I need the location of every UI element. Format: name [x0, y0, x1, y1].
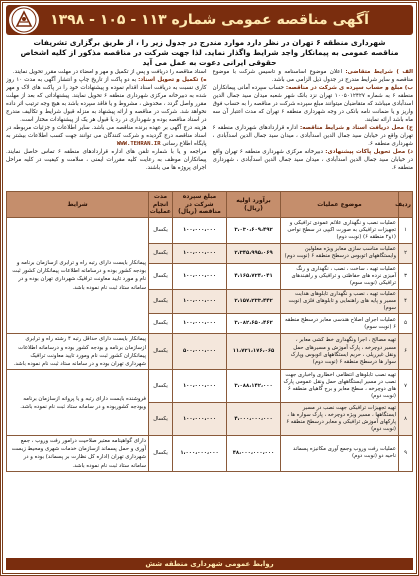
- row-duration: یکسال: [149, 334, 173, 370]
- row-index: ۷: [399, 370, 413, 403]
- section-text: اسناد مناقصه را دریافت و پس از تکمیل و مهر و امضاء در مهلت مقرر تحویل نمایند.: [12, 69, 207, 76]
- table-row: [7, 370, 413, 403]
- footer-text: روابط عمومی شهرداری منطقه شش: [145, 560, 274, 568]
- row-conditions: پیمانکار بایست دارای حداقل رتبه ۴ رشته راه و ترابری ازسازمان برنامه و بودجه کشور بوده و درسامانه اطلاعات پیمانکاران کشور ثبت نام ومورد تایید معاونت ترافیک شهرداری تهران بوده و در سامانه ستاد ثبت نام نموده باشد.: [7, 334, 149, 370]
- row-index: ۴: [399, 289, 413, 313]
- paragraph-deposit: [213, 85, 414, 125]
- table-row: [7, 334, 413, 370]
- notice-title: آگهی مناقصه عمومی شماره ۱۱۳ - ۱۰۵ - ۱۳۹۸: [50, 12, 369, 28]
- row-budget: ۴،۱۶۵،۷۲۴،۰۴۱: [227, 263, 281, 289]
- section-heading: الف ) شرایط متقاضی:: [345, 69, 413, 76]
- row-index: ۸: [399, 403, 413, 436]
- row-budget: ۴،۰۰۰،۰۰۰،۰۰۰: [227, 403, 281, 436]
- header-description: موضوع عملیات: [281, 192, 399, 218]
- row-description: عملیات مناسب سازی معابر ویژه معلولین وایستگاههای اتوبوس درسطح منطقه ۶ (نوبت دوم): [281, 243, 399, 263]
- left-column: [6, 69, 207, 189]
- header-deposit: مبلغ سپرده شرکت در مناقصه (ریال): [173, 192, 227, 218]
- paragraph-delivery: [213, 149, 414, 173]
- row-conditions: دارای گواهینامه معتبر صلاحیت درامور رفت وروب ، جمع آوری و حمل پسماند ازسازمان خدمات شهری ومحیط زیست شهرداری تهران (اداره کل نظارت بر پسماند) بوده و در سامانه ستاد ثبت نام نموده باشد.: [7, 436, 149, 471]
- website-link[interactable]: WWW.TEHRAN.IR: [116, 140, 161, 147]
- row-duration: یکسال: [149, 403, 173, 436]
- section-heading: ج) محل دریافت اسناد و شرایط مناقصه:: [299, 124, 413, 131]
- section-text: به دو پاکت از تاریخ چاپ و انتشار آگهی به مدت ۱۰ روز کاری نسبت به دریافت اسناد اقدام نموده و پیشنهادات خود را در پاکت های لاک و مهر شده به دبیرخانه مرکزی شهرداری منطقه ۶ تحویل نمایند. پیشنهاداتی که بعد از مهلت مقرر واصل گردد ، مخدوش ، مشروط و یا فاقد سپرده باشد به هیچ وجه ترتیب اثر داده نخواهد شد. شرکت در مناقصه و ارائه پیشنهاد به منزله قبول شرایط و تکالیف مندرج در اسناد مناقصه بوده و شهرداری در رد یا قبول هر یک از پیشنهادات مختار است.: [6, 77, 207, 123]
- row-index: ۲: [399, 243, 413, 263]
- header-duration: مدت انجام عملیات: [149, 193, 171, 216]
- table-body: [7, 217, 413, 471]
- table-header-row: [7, 192, 413, 218]
- row-index: ۱: [399, 217, 413, 243]
- conditions-text: [6, 69, 413, 189]
- right-column: [213, 69, 414, 189]
- header-conditions: شرایط: [7, 192, 149, 218]
- row-deposit: ۱۰۰،۰۰۰،۰۰۰: [173, 243, 227, 263]
- row-budget: ۳،۰۳۰،۶۰۹،۴۹۲: [227, 217, 281, 243]
- notice-subtitle: [6, 38, 413, 67]
- table-row: [7, 436, 413, 471]
- header-budget: برآورد اولیه (ریال): [227, 192, 281, 218]
- section-text: دبیرخانه مرکزی شهرداری منطقه ۶ تهران واقع در خیابان سید جمال الدین اسدآبادی ، میدان سید جمال الدین اسدآبادی ، شهرداری منطقه ۶.: [212, 148, 413, 171]
- paragraph-left-3: [6, 125, 207, 149]
- row-deposit: ۱۰۰،۰۰۰،۰۰۰: [173, 263, 227, 289]
- row-budget: ۱۱،۷۲۱،۱۷۶،۰۶۵: [227, 334, 281, 370]
- row-duration: یکسال: [149, 263, 173, 289]
- row-description: تهیه مصالح ، اجرا ونگهداری خط کشی معابر ، مسیر دوچرخه ، پارک آموزش و مسیرهای حمل ونقل غیرریلی ، حریم ایستگاههای اتوبوس وپارک سوار ها درسطح منطقه ۶ (نوبت دوم): [281, 334, 399, 370]
- title-banner: [6, 5, 413, 35]
- row-budget: ۳،۰۸۲،۶۵۰،۴۶۲: [227, 314, 281, 334]
- row-budget: ۴۸،۰۰۰،۰۰۰،۰۰۰: [227, 436, 281, 471]
- section-heading: د) محل تحویل پاکات پیشنهادی:: [325, 148, 413, 155]
- row-budget: ۲،۳۴۵،۹۹۵،۰۶۹: [227, 243, 281, 263]
- row-duration: یکسال: [149, 217, 173, 243]
- row-deposit: ۱۰۰،۰۰۰،۰۰۰: [173, 217, 227, 243]
- section-text: حساب سپرده آمانی پیمانکاران منطقه ۶ به شماره ۱۰۰۵۰۱۲۴۲۷ تهران نزد بانک شهر شعبه میدان سید جمال الدین اسدآبادی میباشد که متقاضیان میتوانند مبلغ سپرده شرکت در مناقصه را به حساب فوق واریز و یا ضمانت نامه بانکی در وجه شهرداری منطقه ۶ تهران که مدت اعتبار آن سه ماه باشد ارائه نمایند.: [212, 85, 413, 123]
- row-duration: یکسال: [149, 314, 173, 334]
- row-description: عملیات تهیه ، نصب و نگهداری تابلوهای هدایت مسیر و پایه های راهنمایی و تابلوهای فلزی (نوبت سوم): [281, 289, 399, 313]
- row-description: تهیه تجهیزات ترافیکی جهت نصب در مسیر ایستگاهها ، مسیر ویژه دوچرخه ، پارک سواره ها ، پارکهای آموزش ترافیکی و معابر درسطح منطقه ۶ (نوبت دوم): [281, 403, 399, 436]
- row-deposit: ۱۰۰،۰۰۰،۰۰۰: [173, 403, 227, 436]
- table-row: [7, 217, 413, 243]
- subtitle-line-1: شهرداری منطقه ۶ تهران در نظر دارد موارد مندرج در جدول زیر را ، از طریق برگزاری تشریفات: [33, 38, 386, 47]
- row-duration: یکسال: [149, 436, 173, 471]
- row-description: عملیات نصب و نگهداری علائم عمودی ترافیکی و تجهیزات ترافیکی به صورت اکیپی در سطح نواحی (۱و۲ منطقه ۶) (نوبت دوم): [281, 217, 399, 243]
- section-text: هزینه درج آگهی بر عهده برنده مناقصه می باشد. سایر اطلاعات و جزئیات مربوطه در اسناد مناقصه درج گردیده و شرکت کنندگان می توانند جهت کسب اطلاعات بیشتر به پایگاه اطلاع رسانی: [6, 124, 207, 147]
- row-budget: ۳،۰۸۸،۱۴۲،۰۰۰: [227, 370, 281, 403]
- footer-banner: [6, 558, 413, 570]
- row-description: تهیه نصب تابلوهای انتظامی اخطاری واخباری جهت نصب در مسیر ایستگاههای حمل ونقل عمومی پارک های دوچرخه ، سطح معابر و برج گاهیای منطقه ۶ (نوبت دوم): [281, 370, 399, 403]
- paragraph-applicant: [213, 69, 414, 85]
- row-description: عملیات اجرای اصلاح هندسی معابر درسطح منطقه ۶ (نوبت سوم): [281, 314, 399, 334]
- row-deposit: ۱،۰۰۰،۰۰۰،۰۰۰: [173, 436, 227, 471]
- section-text: اعلان موضوع اساسنامه و تاسیس شرکت با موضوع مناقصه و سایر شرایط مندرج در جدول ذیل الزامی می باشد.: [212, 69, 413, 84]
- tehran-municipality-logo-icon: [9, 6, 39, 34]
- section-heading: ه) تکمیل و تحویل اسناد:: [138, 77, 207, 84]
- row-index: ۵: [399, 314, 413, 334]
- row-duration: یکسال: [149, 243, 173, 263]
- row-conditions: فروشنده بایست دارای رتبه و یا پروانه ازسازمان برنامه وبودجه کشوربوده و در سامانه ستاد ثبت نام نموده باشد.: [7, 370, 149, 436]
- paragraph-left-4: [6, 149, 207, 173]
- paragraph-left-1: [6, 69, 207, 77]
- row-index: ۶: [399, 334, 413, 370]
- tender-table: [6, 191, 413, 471]
- row-deposit: ۱۰۰،۰۰۰،۰۰۰: [173, 370, 227, 403]
- section-heading: ب) مبلغ و حساب سپرده ی شرکت در مناقصه:: [285, 85, 413, 92]
- row-deposit: ۵۰۰،۰۰۰،۰۰۰: [173, 334, 227, 370]
- subtitle-line-2: مناقصه عمومی به پیمانکار واجد شرایط واگذار نماید. لذا جهت شرکت در مناقصه مذکور از کلیه اشخاص حقوقی ایرانی دعوت به عمل می آید: [20, 47, 399, 67]
- row-index: ۹: [399, 436, 413, 471]
- row-index: ۳: [399, 263, 413, 289]
- row-deposit: ۱۰۰،۰۰۰،۰۰۰: [173, 289, 227, 313]
- row-conditions: پیمانکار بایست دارای رتبه راه و ترابری ازسازمان برنامه و بودجه کشور بوده و درسامانه اطلاعات پیمانکاران کشور ثبت نام و مورد تایید معاونت ترافیک شهرداری تهران بوده و در سامانه ستاد ثبت نام نموده باشد.: [7, 217, 149, 333]
- row-duration: یکسال: [149, 289, 173, 313]
- header-index: ردیف: [399, 192, 413, 218]
- row-deposit: ۱۰۰،۰۰۰،۰۰۰: [173, 314, 227, 334]
- paragraph-documents: [213, 125, 414, 149]
- section-text: اداره قراردادهای شهرداری منطقه ۶ تهران واقع در خیابان سید جمال الدین اسدآبادی ، میدان سید جمال الدین اسدآبادی ، شهرداری منطقه ۶.: [212, 124, 413, 147]
- row-description: عملیات رفت وروب وجمع آوری مکانیزه پسماند ناحیه دو (نوبت دوم): [281, 436, 399, 471]
- section-text: مراجعه و یا با شماره تلفن های اداره قراردادهای منطقه ۶ تماس حاصل نمایند. پیمانکاران موظف به رعایت کلیه مقررات ایمنی ، سلامت و کیفیت در کلیه مراحل اجرای پروژه ها می باشند.: [6, 148, 207, 171]
- row-duration: یکسال: [149, 370, 173, 403]
- paragraph-completion: [6, 77, 207, 125]
- row-budget: ۲،۱۵۷،۲۳۳،۴۴۲: [227, 289, 281, 313]
- row-description: عملیات تهیه ، ساخت ، نصب ، نگهداری و رنگ آمیزی نرده های حفاظتی و ترافیکی و راهبندهای ترافیکی (نوبت سوم): [281, 263, 399, 289]
